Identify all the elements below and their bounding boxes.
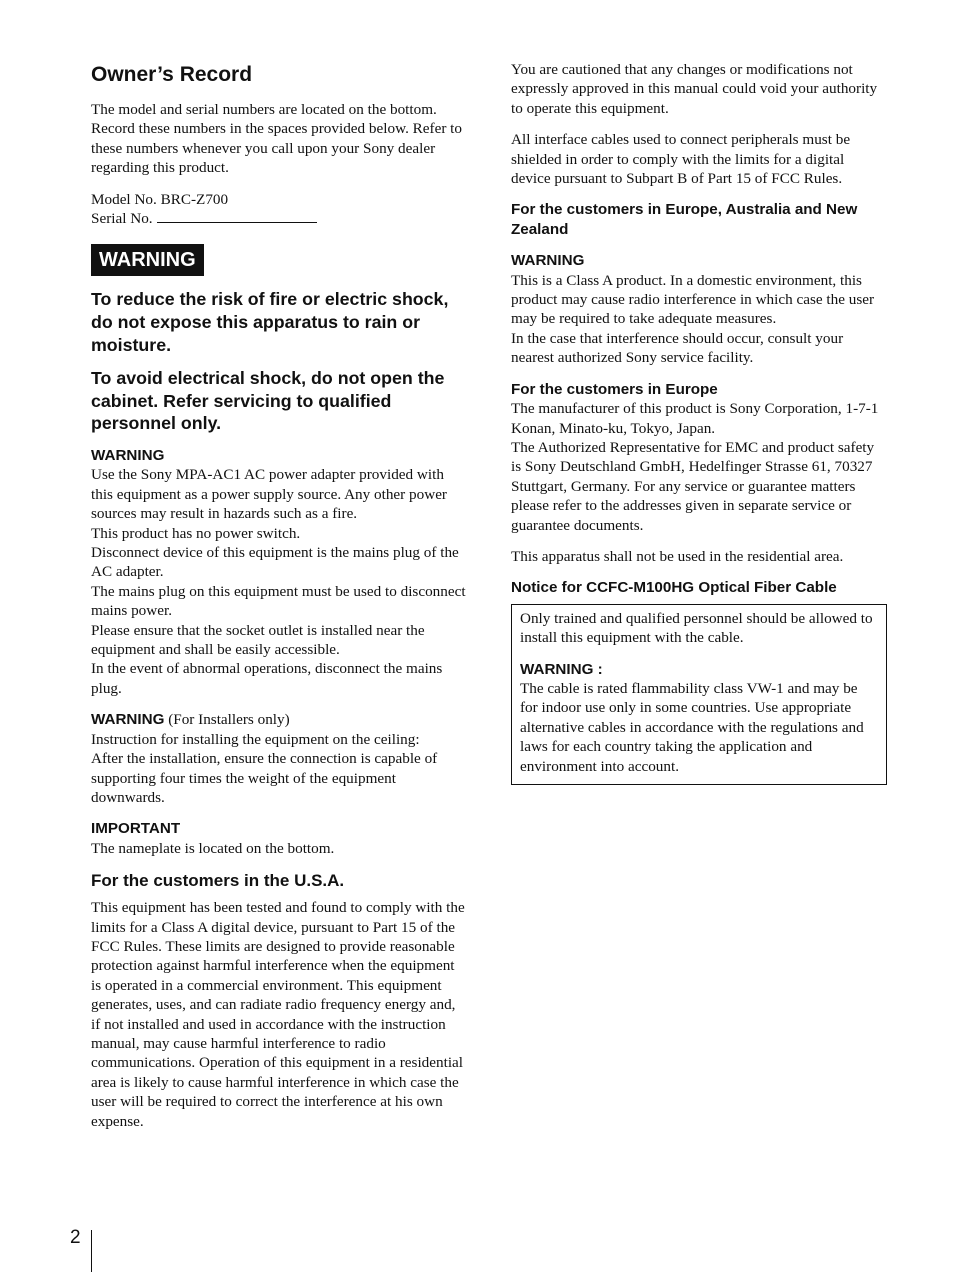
cabinet-statement: To avoid electrical shock, do not open the cabinet. Refer servicing to qualified personnel only. xyxy=(91,368,445,434)
notice-text: Only trained and qualified personnel should be allowed to install this equipment with the cable. xyxy=(520,609,873,647)
important-section xyxy=(91,819,467,858)
page-number-rule xyxy=(91,1230,92,1272)
installers-section xyxy=(91,710,467,807)
serial-number-blank xyxy=(157,210,317,223)
owners-record-title: Owner’s Record xyxy=(91,63,253,86)
installers-heading-row xyxy=(91,710,467,729)
warning-line: In the event of abnormal operations, disconnect the mains plug. xyxy=(91,660,443,697)
page-number: 2 xyxy=(70,1227,81,1248)
europe-line: The Authorized Representative for EMC and product safety is Sony Deutschland GmbH, Hedelfinger Strasse 61, 70327 Stuttgart, Germany. For any service or guarantee matters please refer to the addresses given in separate service or guarantee documents. xyxy=(511,438,875,534)
eu-au-nz-heading: For the customers in Europe, Australia and New Zealand xyxy=(511,201,858,238)
europe-heading: For the customers in Europe xyxy=(511,380,718,398)
important-text: The nameplate is located on the bottom. xyxy=(91,839,335,857)
warning-section xyxy=(91,446,467,698)
warning-line: This product has no power switch. xyxy=(91,524,301,542)
europe-section xyxy=(511,380,887,535)
installers-line: Instruction for installing the equipment on the ceiling: xyxy=(91,730,420,748)
cables-text: All interface cables used to connect peripherals must be shielded in order to comply with the limits for a digital device pursuant to Subpart B of Part 15 of FCC Rules. xyxy=(511,131,851,188)
fire-shock-statement: To reduce the risk of fire or electric shock, do not expose this apparatus to rain or moisture. xyxy=(91,289,449,355)
eu-warning-line: In the case that interference should occur, consult your nearest authorized Sony service facility. xyxy=(511,329,844,367)
usa-heading: For the customers in the U.S.A. xyxy=(91,871,345,891)
left-column xyxy=(91,60,467,1131)
warning-line: The mains plug on this equipment must be used to disconnect mains power. xyxy=(91,582,466,620)
installers-heading: WARNING xyxy=(91,711,165,729)
right-column xyxy=(511,60,887,785)
usa-section xyxy=(91,870,467,1131)
serial-number-row xyxy=(91,209,467,228)
caution-text: You are cautioned that any changes or modifications not expressly approved in this manual could void your authority to operate this equipment. xyxy=(511,61,878,117)
serial-number-label: Serial No. xyxy=(91,210,153,228)
residential-text: This apparatus shall not be used in the residential area. xyxy=(511,547,844,565)
notice-box xyxy=(511,604,887,785)
notice-warning-text: The cable is rated flammability class VW-1 and may be for indoor use only in some countries. Use appropriate alternative cables in accordance with the regulations and laws for each country taking the application and environment into account. xyxy=(520,679,864,775)
usa-text: This equipment has been tested and found to comply with the limits for a Class A digital device, pursuant to Part 15 of the FCC Rules. These limits are designed to provide reasonable protection against harmful interference when the equipment is operated in a commercial environment. This equipment generates, uses, and can radiate radio frequency energy and, if not installed and used in accordance with the instruction manual, may cause harmful interference to radio communications. Operation of this equipment in a residential area is likely to cause harmful interference in which case the user will be required to correct the interference at his own expense. xyxy=(91,899,465,1130)
warning-line: Please ensure that the socket outlet is installed near the equipment and shall be easily accessible. xyxy=(91,621,425,659)
notice-heading: Notice for CCFC-M100HG Optical Fiber Cable xyxy=(511,579,837,597)
owners-record-intro: The model and serial numbers are located on the bottom. Record these numbers in the spaces provided below. Refer to these numbers whenever you call upon your Sony dealer regarding this product. xyxy=(91,101,462,177)
eu-warning-line: This is a Class A product. In a domestic environment, this product may cause radio interference in which case the user may be required to take adequate measures. xyxy=(511,271,875,328)
eu-warning-heading: WARNING xyxy=(511,252,585,270)
notice-warning-heading: WARNING : xyxy=(520,660,603,678)
warning-banner: WARNING xyxy=(91,244,204,276)
installers-line: After the installation, ensure the connection is capable of supporting four times the weight of the equipment downwards. xyxy=(91,750,438,806)
eu-warning-section xyxy=(511,251,887,367)
important-heading: IMPORTANT xyxy=(91,820,181,838)
europe-line: The manufacturer of this product is Sony Corporation, 1-7-1 Konan, Minato-ku, Tokyo, Japan. xyxy=(511,400,879,437)
installers-heading-suffix: (For Installers only) xyxy=(164,711,290,729)
warning-line: Use the Sony MPA-AC1 AC power adapter provided with this equipment as a power supply source. Any other power sources may result in hazards such as a fire. xyxy=(91,466,447,523)
warning-heading: WARNING xyxy=(91,447,165,464)
model-number: Model No. BRC-Z700 xyxy=(91,190,229,208)
warning-line: Disconnect device of this equipment is the mains plug of the AC adapter. xyxy=(91,544,459,581)
